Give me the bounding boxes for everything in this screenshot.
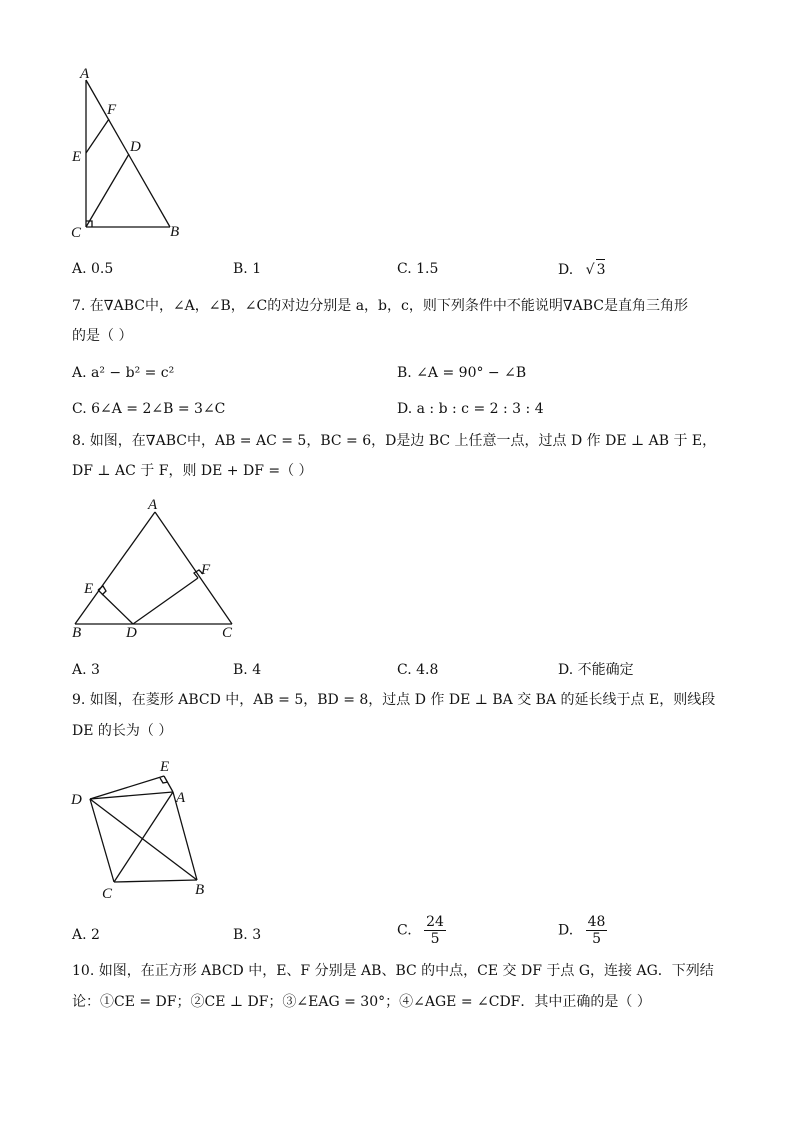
q6-option-d-prefix: D. xyxy=(558,262,574,278)
label-B: B xyxy=(170,224,180,240)
q6-option-d[interactable]: D. √ 3 xyxy=(558,259,605,280)
q8-option-b[interactable]: B. 4 xyxy=(233,662,262,678)
q7-stem-line1: 7. 在∇ABC中，∠A，∠B，∠C的对边分别是 a，b，c，则下列条件中不能说明∇ABC是直角三角形 xyxy=(72,298,688,314)
q9-option-c-prefix: C. xyxy=(397,922,412,939)
q8-stem-line2: DF ⊥ AC 于 F，则 DE + DF =（ ） xyxy=(72,463,313,479)
label-F: F xyxy=(107,102,117,118)
label-D: D xyxy=(130,139,141,155)
label-E: E xyxy=(160,759,170,775)
label-C: C xyxy=(102,886,113,902)
figure-q8 xyxy=(60,492,250,642)
q9-option-c[interactable] xyxy=(397,914,446,947)
figure-q9 xyxy=(60,752,230,904)
label-D: D xyxy=(71,792,82,808)
q9-option-c-denominator: 5 xyxy=(430,931,440,947)
q8-option-a[interactable]: A. 3 xyxy=(72,662,100,678)
label-C: C xyxy=(222,625,233,641)
q6-option-a[interactable]: A. 0.5 xyxy=(72,261,114,277)
q6-option-d-value: 3 xyxy=(596,259,606,280)
q7-option-a[interactable]: A. a² − b² = c² xyxy=(72,365,175,381)
q7-stem-line2: 的是（ ） xyxy=(72,328,133,344)
label-A: A xyxy=(80,66,90,82)
label-D: D xyxy=(126,625,137,641)
q9-option-d[interactable] xyxy=(558,914,607,947)
label-B: B xyxy=(72,625,82,641)
q8-option-c[interactable]: C. 4.8 xyxy=(397,662,439,678)
label-A: A xyxy=(148,497,158,513)
q9-option-b[interactable]: B. 3 xyxy=(233,927,262,943)
q8-stem-line1: 8. 如图，在∇ABC中，AB = AC = 5，BC = 6，D是边 BC 上任意一点，过点 D 作 DE ⊥ AB 于 E， xyxy=(72,433,717,449)
q9-option-d-numerator: 48 xyxy=(587,914,606,930)
figure-q6 xyxy=(60,60,200,245)
q9-stem-line1: 9. 如图，在菱形 ABCD 中，AB = 5，BD = 8，过点 D 作 DE ⊥ BA 交 BA 的延长线于点 E，则线段 xyxy=(72,692,716,708)
q10-stem-line1: 10. 如图，在正方形 ABCD 中，E、F 分别是 AB、BC 的中点，CE 交 DF 于点 G，连接 AG．下列结 xyxy=(72,963,714,979)
label-F: F xyxy=(201,562,211,578)
label-A: A xyxy=(176,790,186,806)
q7-option-d[interactable]: D. a : b : c = 2 : 3 : 4 xyxy=(397,401,544,417)
q7-option-c[interactable]: C. 6∠A = 2∠B = 3∠C xyxy=(72,401,226,417)
label-E: E xyxy=(84,581,94,597)
q9-stem-line2: DE 的长为（ ） xyxy=(72,723,173,739)
q7-option-b[interactable]: B. ∠A = 90° − ∠B xyxy=(397,365,527,381)
q9-option-c-numerator: 24 xyxy=(426,914,444,930)
q9-option-a[interactable]: A. 2 xyxy=(72,927,100,943)
q10-stem-line2: 论：①CE = DF；②CE ⊥ DF；③∠EAG = 30°；④∠AGE = ∠CDF．其中正确的是（ ） xyxy=(72,994,651,1010)
q9-option-d-prefix: D. xyxy=(558,922,574,939)
q6-option-c[interactable]: C. 1.5 xyxy=(397,261,439,277)
q6-option-b[interactable]: B. 1 xyxy=(233,261,262,277)
label-B: B xyxy=(195,882,205,898)
label-C: C xyxy=(71,225,82,241)
label-E: E xyxy=(72,149,82,165)
q9-option-d-denominator: 5 xyxy=(592,931,602,947)
q8-option-d[interactable]: D. 不能确定 xyxy=(558,662,634,678)
